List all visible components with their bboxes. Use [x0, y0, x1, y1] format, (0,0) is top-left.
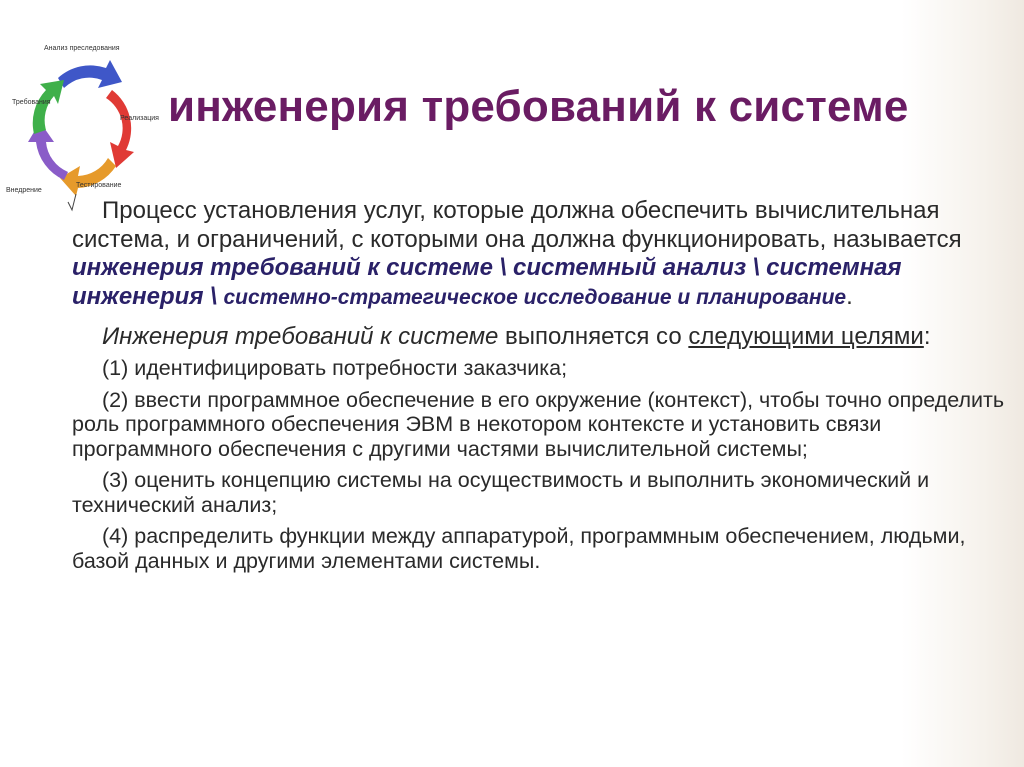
cycle-arrow-red — [106, 90, 134, 168]
lifecycle-cycle-icon — [6, 38, 166, 213]
cycle-arrow-blue — [58, 60, 122, 88]
goals-intro-paragraph — [72, 324, 1007, 349]
cycle-arrow-orange — [60, 158, 116, 196]
cycle-arrow-green — [33, 80, 64, 134]
goals-intro-end: : — [923, 323, 931, 350]
cycle-label-implementation: Реализация — [120, 115, 159, 122]
goal-item-2: (2) ввести программное обеспечение в его окружение (контекст), чтобы точно определить роль программного обеспечения ЭВМ в некотором контексте и установить связи программного обеспечения с другими частями вычислительной системы; — [72, 387, 1005, 461]
definition-terms: инженерия требований к системе \ системный анализ \ системная инженерия \ — [72, 254, 902, 310]
definition-paragraph — [72, 197, 1007, 312]
definition-end: . — [846, 282, 853, 310]
cycle-label-requirements: Требования — [12, 99, 51, 106]
goals-intro-italic: Инженерия требований к системе — [102, 323, 499, 350]
goal-item-1: (1) идентифицировать потребности заказчика; — [102, 356, 568, 380]
cycle-label-testing: Тестирование — [76, 182, 122, 189]
cycle-label-analysis: Анализ преследования — [44, 45, 120, 52]
goals-intro-underlined: следующими целями — [688, 323, 924, 350]
cycle-label-deployment: Внедрение — [6, 187, 42, 194]
slide-title: инженерия требований к системе — [168, 82, 909, 131]
slide-body — [72, 197, 1007, 573]
goals-intro-middle: выполняется со — [498, 323, 689, 350]
goal-item-3: (3) оценить концепцию системы на осуществимость и выполнить экономический и технический анализ; — [72, 468, 930, 517]
definition-lead: Процесс установления услуг, которые должна обеспечить вычислительная система, и ограничений, с которыми она должна функционировать, называется — [72, 197, 962, 253]
goal-item-4: (4) распределить функции между аппаратурой, программным обеспечением, людьми, базой данных и другими элементами системы. — [72, 524, 966, 573]
definition-terms-small: системно-стратегическое исследование и планирование — [223, 285, 847, 309]
